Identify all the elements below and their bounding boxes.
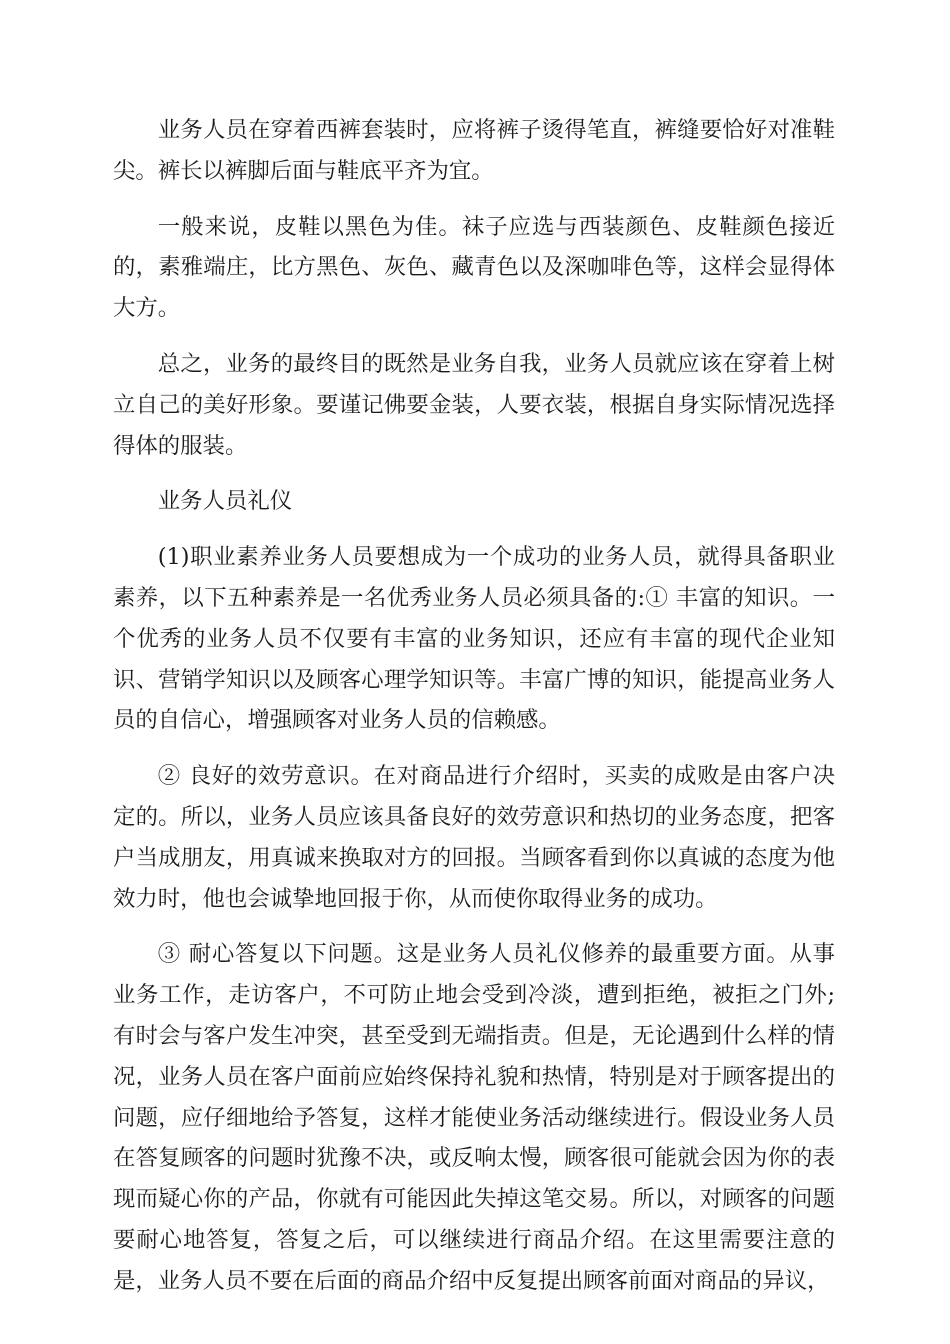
paragraph-professional-quality: (1)职业素养业务人员要想成为一个成功的业务人员，就得具备职业素养，以下五种素养是一名优秀业务人员必须具备的:① 丰富的知识。一个优秀的业务人员不仅要有丰富的业务知识，还应有丰富的现代企业知识、营销学知识以及顾客心理学知识等。丰富广博的知识，能提高业务人员的自信心，增强顾客对业务人员的信赖感。 bbox=[113, 544, 835, 734]
section-heading: 业务人员礼仪 bbox=[157, 488, 293, 515]
paragraph-patient-answers: ③ 耐心答复以下问题。这是业务人员礼仪修养的最重要方面。从事业务工作，走访客户，不可防止地会受到冷淡，遭到拒绝，被拒之门外;有时会与客户发生冲突，甚至受到无端指责。但是，无论遇到什么样的情况，业务人员在客户面前应始终保持礼貌和热情，特别是对于顾客提出的问题，应仔细地给予答复，这样才能使业务活动继续进行。假设业务人员在答复顾客的问题时犹豫不决，或反响太慢，顾客很可能就会因为你的表现而疑心你的产品，你就有可能因此失掉这笔交易。所以，对顾客的问题要耐心地答复，答复之后，可以继续进行商品介绍。在这里需要注意的是，业务人员不要在后面的商品介绍中反复提出顾客前面对商品的异议， bbox=[113, 941, 835, 1294]
paragraph-trousers: 业务人员在穿着西裤套装时，应将裤子烫得笔直，裤缝要恰好对准鞋尖。裤长以裤脚后面与鞋底平齐为宜。 bbox=[113, 117, 835, 184]
paragraph-conclusion: 总之，业务的最终目的既然是业务自我，业务人员就应该在穿着上树立自己的美好形象。要谨记佛要金装，人要衣装，根据自身实际情况选择得体的服装。 bbox=[113, 350, 835, 459]
paragraph-service-awareness: ② 良好的效劳意识。在对商品进行介绍时，买卖的成败是由客户决定的。所以，业务人员应该具备良好的效劳意识和热切的业务态度，把客户当成朋友，用真诚来换取对方的回报。当顾客看到你以真诚的态度为他效力时，他也会诚挚地回报于你，从而使你取得业务的成功。 bbox=[113, 763, 835, 912]
paragraph-shoes-socks: 一般来说，皮鞋以黑色为佳。袜子应选与西装颜色、皮鞋颜色接近的，素雅端庄，比方黑色、灰色、藏青色以及深咖啡色等，这样会显得体大方。 bbox=[113, 213, 835, 322]
document-body bbox=[113, 110, 835, 1317]
